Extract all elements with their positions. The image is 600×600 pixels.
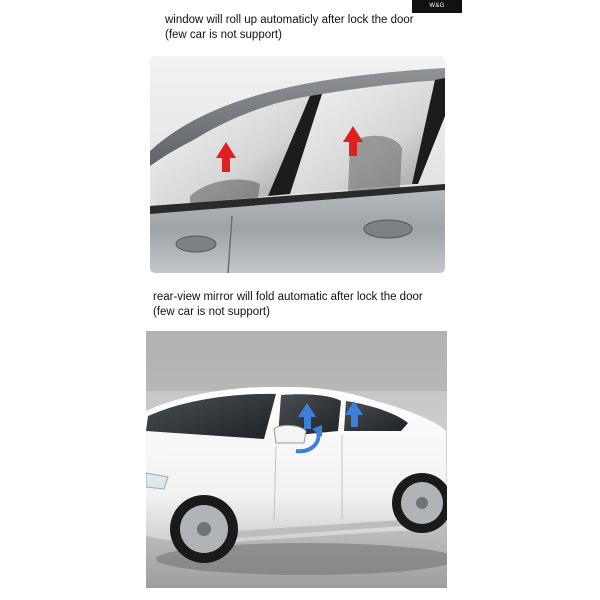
brand-logo-text: W&G	[429, 3, 445, 9]
window-caption-note: (few car is not support)	[165, 29, 282, 41]
window-caption	[165, 13, 414, 43]
car-mirror-photo	[146, 331, 447, 588]
mirror-caption-line1: rear-view mirror will fold automatic after lock the door	[153, 291, 423, 303]
mirror-caption	[153, 290, 423, 320]
mirror-caption-note: (few car is not support)	[153, 306, 270, 318]
window-caption-line1: window will roll up automaticly after lock the door	[165, 14, 414, 26]
brand-logo	[412, 0, 462, 13]
car-window-photo	[150, 56, 445, 273]
